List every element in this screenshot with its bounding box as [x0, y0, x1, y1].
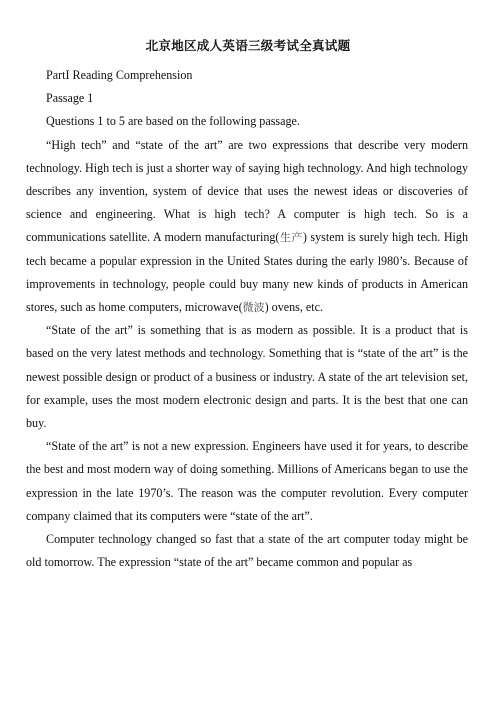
- document-title: 北京地区成人英语三级考试全真试题: [145, 38, 351, 53]
- chinese-gloss: 生产: [279, 231, 303, 245]
- paragraph-text: “High tech” and “state of the art” are two expressions that describe very modern technology. High tech is just a shorter way of saying high technology. And high technology describes any invention, system of device that uses the newest ideas or discoveries of science and engineering. What is high tech? A computer is high tech. So is a communications satellite. A modern manufacturing(: [26, 137, 468, 245]
- paragraph-text: ) system is surely high tech. High tech became a popular expression in the United States during the early l980’s. Because of improvements in technology, people could buy many new kinds of products in American stores, such as home computers, microwave(: [26, 230, 469, 315]
- instructions: Questions 1 to 5 are based on the following passage.: [46, 114, 300, 129]
- passage-heading: Passage 1: [46, 91, 94, 106]
- part-heading: PartI Reading Comprehension: [46, 68, 193, 82]
- document-body: [26, 64, 468, 574]
- paragraph-3: [26, 435, 468, 528]
- paragraph-text: “State of the art” is something that is as modern as possible. It is a product that is based on the very latest methods and technology. Something that is “state of the art” is the newest possible design or product of a business or industry. A state of the art television set, for example, uses the most modern electronic design and parts. It is the best that one can buy.: [26, 323, 468, 431]
- chinese-gloss: 微波: [242, 301, 265, 315]
- paragraph-text: “State of the art” is not a new expression. Engineers have used it for years, to describe the best and most modern way of doing something. Millions of Americans began to use the expression in the late 1970’s. The reason was the computer revolution. Every computer company claimed that its computers were “state of the art”.: [26, 439, 468, 523]
- paragraph-4: [26, 528, 468, 574]
- paragraph-2: [26, 319, 468, 435]
- paragraph-text: ) ovens, etc.: [264, 300, 324, 315]
- paragraph-1: [26, 134, 468, 320]
- paragraph-text: Computer technology changed so fast that a state of the art computer today might be old tomorrow. The expression “state of the art” became common and popular as: [26, 532, 468, 570]
